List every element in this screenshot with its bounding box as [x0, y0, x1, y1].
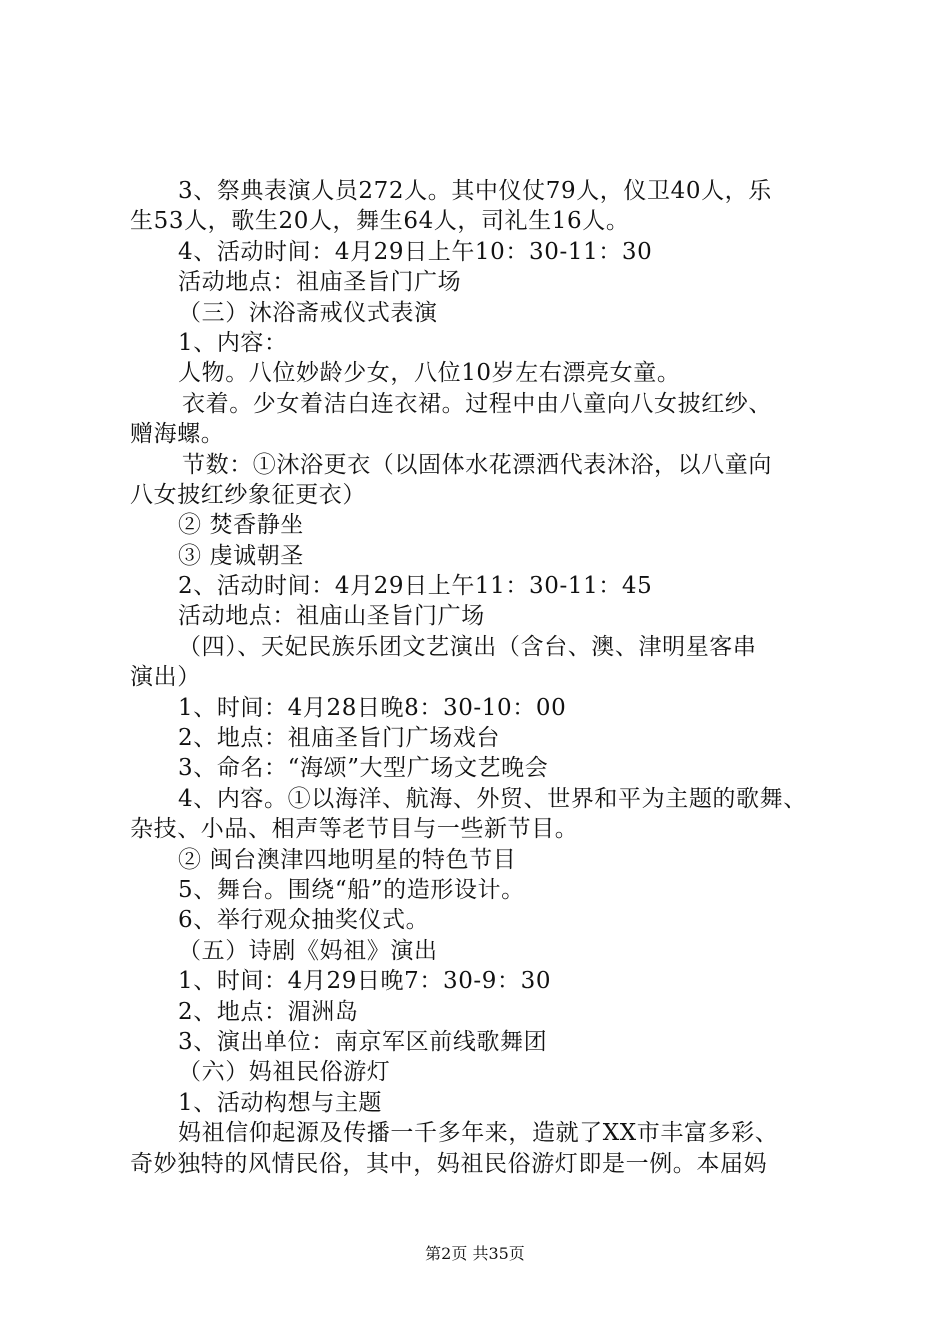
text-line: 节数：①沐浴更衣（以固体水花漂洒代表沐浴，以八童向	[182, 451, 772, 478]
text-line: 赠海螺。	[130, 421, 225, 448]
text-line: 1、内容：	[178, 329, 288, 356]
text-line: 4、活动时间：4月29日上午10：30-11：30	[178, 238, 653, 265]
text-line: 2、地点：祖庙圣旨门广场戏台	[178, 725, 501, 752]
text-line: ② 闽台澳津四地明星的特色节目	[178, 846, 517, 873]
text-line: ③ 虔诚朝圣	[178, 542, 304, 569]
text-line: 奇妙独特的风情民俗，其中，妈祖民俗游灯即是一例。本届妈	[130, 1150, 768, 1177]
text-line: 6、举行观众抽奖仪式。	[178, 907, 430, 934]
text-line: 3、祭典表演人员272人。其中仪仗79人，仪卫40人，乐	[178, 178, 772, 204]
text-line: 1、时间：4月28日晚8：30-10：00	[178, 694, 567, 721]
text-line: 活动地点：祖庙山圣旨门广场	[178, 603, 485, 630]
text-line: 1、时间：4月29日晚7：30-9：30	[178, 968, 552, 995]
document-body	[130, 176, 840, 1179]
text-line: 妈祖信仰起源及传播一千多年来，造就了XX市丰富多彩、	[178, 1120, 779, 1147]
text-line: ② 焚香静坐	[178, 512, 304, 539]
page-footer: 第2页 共35页	[425, 1244, 525, 1263]
text-line: 4、内容。①以海洋、航海、外贸、世界和平为主题的歌舞、	[178, 785, 807, 812]
text-line: （三）沐浴斋戒仪式表演	[178, 299, 438, 326]
text-line: 衣着。少女着洁白连衣裙。过程中由八童向八女披红纱、	[182, 390, 772, 417]
text-line: 3、演出单位：南京军区前线歌舞团	[178, 1028, 548, 1055]
text-line: 3、命名：“海颂”大型广场文艺晚会	[178, 755, 549, 782]
text-line: 生53人，歌生20人，舞生64人，司礼生16人。	[130, 208, 630, 235]
text-line: 杂技、小品、相声等老节目与一些新节目。	[130, 816, 579, 843]
text-line: 人物。八位妙龄少女，八位10岁左右漂亮女童。	[178, 360, 681, 387]
text-line: 活动地点：祖庙圣旨门广场	[178, 269, 462, 296]
text-line: 1、活动构想与主题	[178, 1089, 383, 1116]
text-line: 八女披红纱象征更衣）	[130, 481, 366, 508]
text-line: （四）、天妃民族乐团文艺演出（含台、澳、津明星客串	[178, 633, 757, 660]
text-line: （五）诗剧《妈祖》演出	[178, 937, 438, 964]
text-line: 2、活动时间：4月29日上午11：30-11：45	[178, 573, 653, 600]
text-line: （六）妈祖民俗游灯	[178, 1059, 391, 1086]
text-line: 2、地点：湄洲岛	[178, 998, 359, 1025]
text-line: 演出）	[130, 664, 201, 691]
text-line: 5、舞台。围绕“船”的造形设计。	[178, 876, 525, 903]
